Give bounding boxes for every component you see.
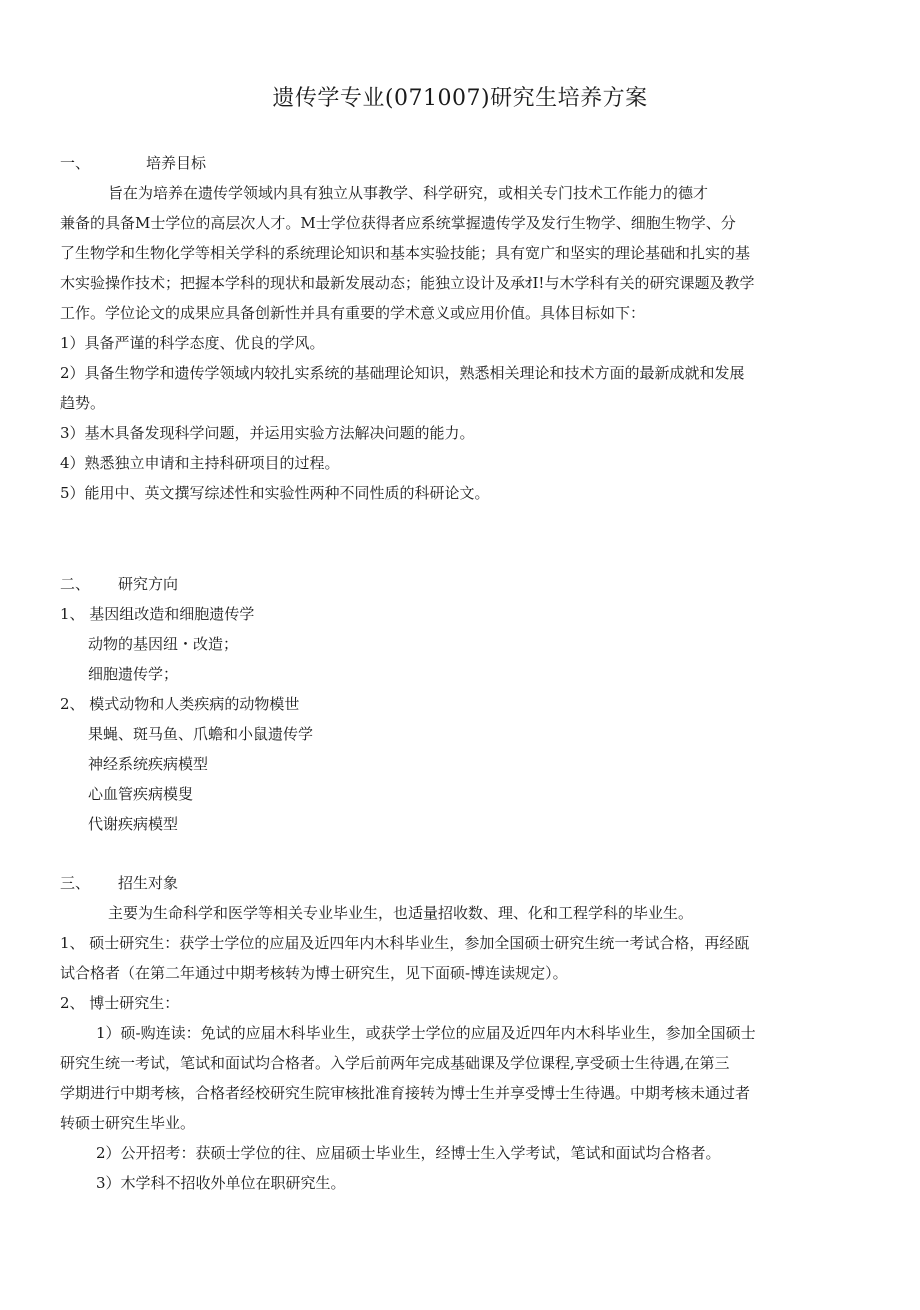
direction-2-item-2: 神经系统疾病模型: [88, 755, 209, 773]
goal-4: 4）熟悉独立申请和主持科研项目的过程。: [60, 454, 340, 472]
sec3-master-line-1: 1、 硕士研究生：获学士学位的应届及近四年内木科毕业生，参加全国硕士研究生统一考试合格，再经瓯: [60, 934, 750, 952]
direction-2-item-1: 果蝇、斑马鱼、爪蟾和小鼠遗传学: [88, 725, 314, 743]
sec3-master-line-2: 试合格者（在第二年通过中期考核转为博士研究生，见下面硕-博连读规定）。: [60, 964, 568, 982]
sec1-para-line-2: 兼备的具备M士学位的高层次人才。M士学位获得者应系统掌握遗传学及发行生物学、细胞生物学、分: [60, 214, 736, 232]
sec1-para-line-5: 工作。学位论文的成果应具备创新性并具有重要的学术意义或应用价值。具体目标如下：: [60, 304, 646, 322]
goal-2: 2）具备生物学和遗传学领域内较扎实系统的基础理论知识，熟悉相关理论和技术方面的最新成就和发展: [60, 364, 745, 382]
direction-1-item-2: 细胞遗传学；: [88, 665, 179, 683]
section-2-heading: 研究方向: [118, 575, 179, 593]
section-1-heading: 培养目标: [146, 154, 207, 172]
goal-5: 5）能用中、英文撰写综述性和实验性两种不同性质的科研论文。: [60, 484, 490, 502]
section-2-number: 二、: [60, 575, 91, 593]
sec1-para-line-3: 了生物学和生物化学等相关学科的系统理论知识和基本实验技能；具有宽广和坚实的理论基础和扎实的基: [60, 244, 751, 262]
goal-2-cont: 趋势。: [60, 394, 106, 412]
sec3-phd-1-line-1: 1）硕-购连读：免试的应届木科毕业生，或获学士学位的应届及近四年内木科毕业生，参加全国硕士: [96, 1024, 756, 1042]
section-1-number: 一、: [60, 154, 91, 172]
direction-2-item-3: 心血管疾病模叟: [88, 785, 194, 803]
sec3-intro: 主要为生命科学和医学等相关专业毕业生，也适量招收数、理、化和工程学科的毕业生。: [108, 904, 694, 922]
document-title: 遗传学专业(071007)研究生培养方案: [272, 86, 648, 111]
sec3-phd-1-line-4: 转硕士研究生毕业。: [60, 1114, 196, 1132]
goal-3: 3）基木具备发现科学问题，并运用实验方法解决问题的能力。: [60, 424, 475, 442]
sec1-para-line-4: 木实验操作技术；把握本学科的现状和最新发展动态；能独立设计及承ｵI!与木学科有关的研究课题及教学: [60, 274, 755, 292]
sec3-phd-3: 3）木学科不招收外单位在职研究生。: [96, 1174, 346, 1192]
sec3-phd-1-line-2: 研究生统一考试，笔试和面试均合格者。入学后前两年完成基础课及学位课程,享受硕士生待遇,在第三: [60, 1054, 730, 1072]
sec1-para-line-1: 旨在为培养在遗传学领域内具有独立从事教学、科学研究，或相关专门技术工作能力的德才: [108, 184, 709, 202]
direction-2-item-4: 代谢疾病模型: [88, 815, 179, 833]
direction-1: 1、 基因组改造和细胞遗传学: [60, 605, 255, 623]
direction-2: 2、 模式动物和人类疾病的动物模世: [60, 695, 300, 713]
sec3-phd-heading: 2、 博士研究生：: [60, 994, 180, 1012]
section-3-heading: 招生对象: [118, 874, 179, 892]
sec3-phd-1-line-3: 学期进行中期考核，合格者经校研究生院审核批准育接转为博士生并享受博士生待遇。中期考核未通过者: [60, 1084, 751, 1102]
sec3-phd-2: 2）公开招考：获硕士学位的往、应届硕士毕业生，经博士生入学考试，笔试和面试均合格者。: [96, 1144, 721, 1162]
goal-1: 1）具备严谨的科学态度、优良的学风。: [60, 334, 325, 352]
section-3-number: 三、: [60, 874, 91, 892]
direction-1-item-1: 动物的基因纽・改造；: [88, 635, 239, 653]
